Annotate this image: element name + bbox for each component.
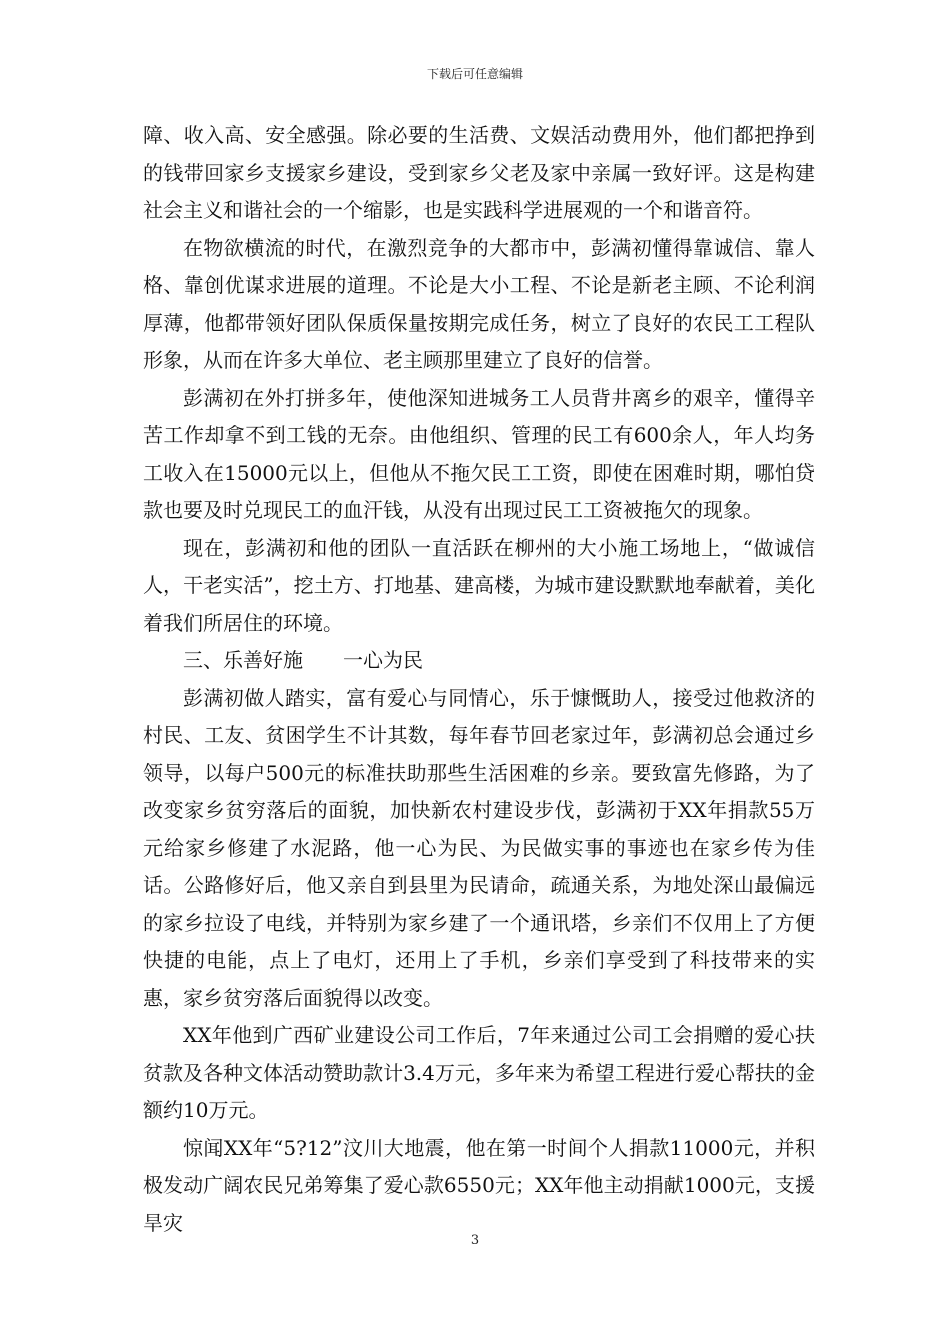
- page-header: 下载后可任意编辑: [426, 67, 523, 81]
- paragraph: 彭满初在外打拼多年，使他深知进城务工人员背井离乡的艰辛，懂得辛苦工作却拿不到工钱的无奈。由他组织、管理的民工有600余人，年人均务工收入在15000元以上，但他从不拖欠民工工资，即使在困难时期，哪怕贷款也要及时兑现民工的血汗钱，从没有出现过民工工资被拖欠的现象。: [143, 385, 815, 522]
- paragraph: XX年他到广西矿业建设公司工作后，7年来通过公司工会捐赠的爱心扶贫款及各种文体活动赞助款计3.4万元，多年来为希望工程进行爱心帮扶的金额约10万元。: [143, 1023, 815, 1122]
- paragraph: 在物欲横流的时代，在激烈竞争的大都市中，彭满初懂得靠诚信、靠人格、靠创优谋求进展的道理。不论是大小工程、不论是新老主顾、不论利润厚薄，他都带领好团队保质保量按期完成任务，树立了良好的农民工工程队形象，从而在许多大单位、老主顾那里建立了良好的信誉。: [143, 235, 815, 372]
- section-heading: 三、乐善好施 一心为民: [183, 648, 423, 672]
- paragraph: 彭满初做人踏实，富有爱心与同情心，乐于慷慨助人，接受过他救济的村民、工友、贫困学生不计其数，每年春节回老家过年，彭满初总会通过乡领导，以每户500元的标准扶助那些生活困难的乡亲。要致富先修路，为了改变家乡贫穷落后的面貌，加快新农村建设步伐，彭满初于XX年捐款55万元给家乡修建了水泥路，他一心为民、为民做实事的事迹也在家乡传为佳话。公路修好后，他又亲自到县里为民请命，疏通关系，为地处深山最偏远的家乡拉设了电线，并特别为家乡建了一个通讯塔，乡亲们不仅用上了方便快捷的电能，点上了电灯，还用上了手机，乡亲们享受到了科技带来的实惠，家乡贫穷落后面貌得以改变。: [143, 685, 815, 1010]
- paragraph: 惊闻XX年“5?12”汶川大地震，他在第一时间个人捐款11000元，并积极发动广阔农民兄弟筹集了爱心款6550元；XX年他主动捐献1000元，支援旱灾: [143, 1135, 815, 1235]
- document-body: [143, 117, 815, 1242]
- page-number: 3: [470, 1233, 480, 1248]
- paragraph-continued: 障、收入高、安全感强。除必要的生活费、文娱活动费用外，他们都把挣到的钱带回家乡支援家乡建设，受到家乡父老及家中亲属一致好评。这是构建社会主义和谐社会的一个缩影，也是实践科学进展观的一个和谐音符。: [143, 123, 815, 222]
- paragraph: 现在，彭满初和他的团队一直活跃在柳州的大小施工场地上，“做诚信人，干老实活”，挖土方、打地基、建高楼，为城市建设默默地奉献着，美化着我们所居住的环境。: [143, 535, 815, 635]
